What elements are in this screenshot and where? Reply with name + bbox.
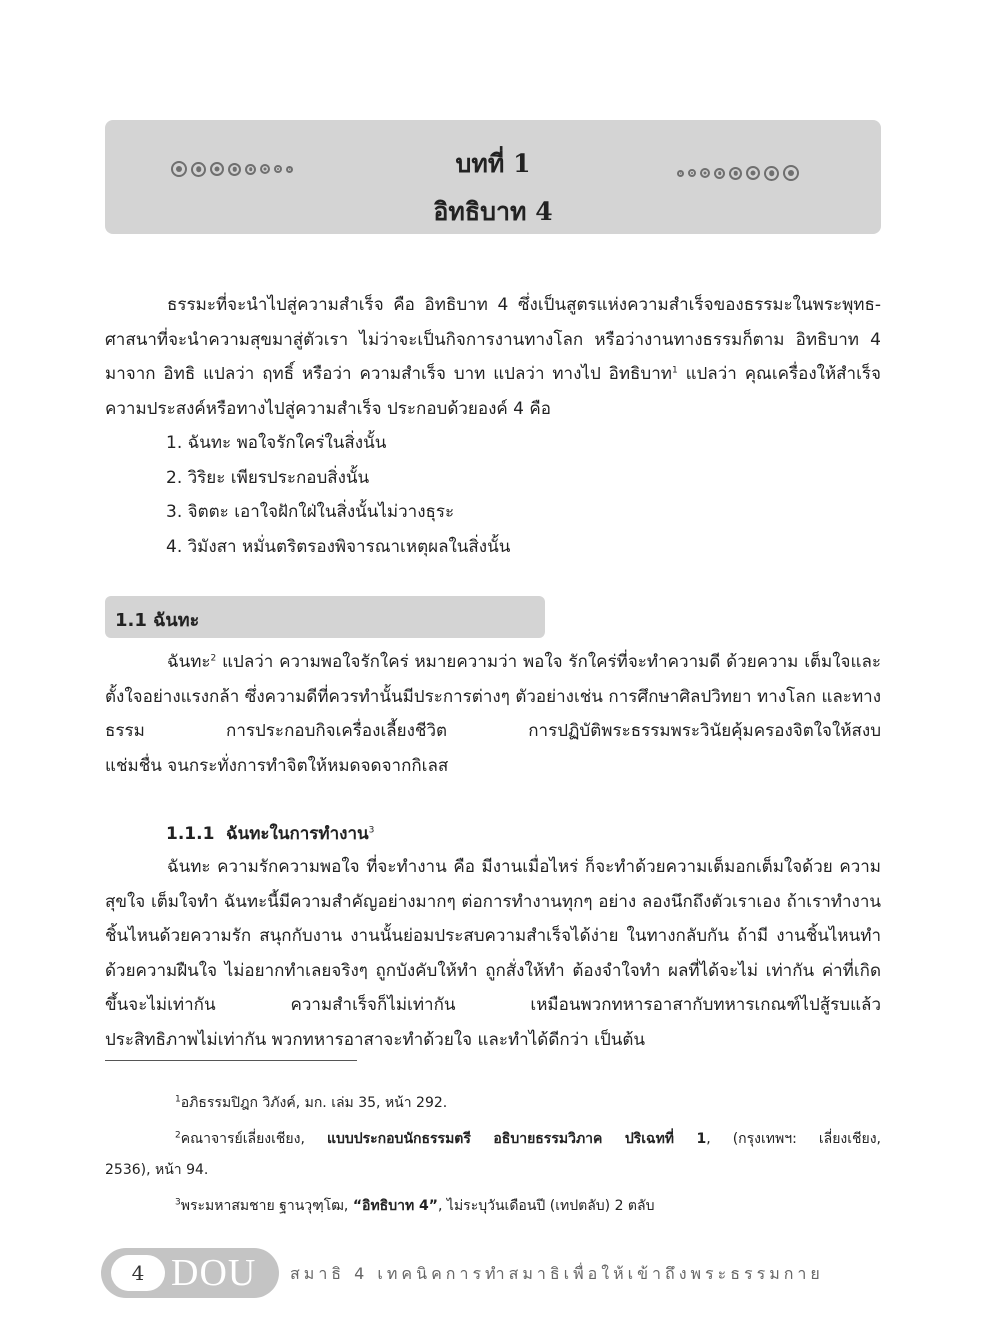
intro-line-3b: แปลว่า คุณเครื่องให้สำเร็จ bbox=[685, 364, 881, 384]
footnote-1-number: 1 bbox=[175, 1094, 181, 1105]
footnote-3-number: 3 bbox=[175, 1197, 181, 1208]
footnote-3 bbox=[105, 1191, 881, 1222]
subsection-heading bbox=[166, 820, 374, 847]
dot-icon bbox=[729, 167, 742, 180]
footer-badge bbox=[101, 1248, 279, 1298]
footnote-ref-1: 1 bbox=[671, 365, 678, 376]
footnote-1-text: อภิธรรมปิฎก วิภังค์, มก. เล่ม 35, หน้า 292. bbox=[180, 1095, 448, 1111]
subsection-number: 1.1.1 bbox=[166, 824, 215, 844]
dot-icon bbox=[783, 165, 799, 181]
list-item: 3. จิตตะ เอาใจฝักใฝ่ในสิ่งนั้นไม่วางธุระ bbox=[166, 502, 455, 522]
footnote-2-title: แบบประกอบนักธรรมตรี อธิบายธรรมวิภาค ปริเฉทที่ 1 bbox=[326, 1131, 707, 1147]
section-1-1-1-paragraph bbox=[105, 850, 881, 1057]
section-1-1-1-line-4: งานชิ้นไหนทำด้วยความฝืนใจ ไม่อยากทำเลยจริงๆ ถูกบังคับให้ทำ ถูกสั่งให้ทำ ต้องจำใจทำ ผลที่ได้จะไม่ bbox=[105, 926, 881, 981]
section-1-1-paragraph bbox=[105, 645, 881, 783]
dot-icon bbox=[746, 166, 760, 180]
section-heading: 1.1 ฉันทะ bbox=[115, 610, 200, 631]
footnote-3-post: , ไม่ระบุวันเดือนปี (เทปตลับ) 2 ตลับ bbox=[438, 1198, 655, 1214]
subsection-title: ฉันทะในการทำงาน bbox=[226, 824, 369, 844]
section-1-1-1-line-3: ถ้าเราทำงานชิ้นไหนด้วยความรัก สนุกกับงาน งานนั้นย่อมประสบความสำเร็จได้ง่าย ในทางกลับกัน ถ้ามี bbox=[105, 891, 881, 946]
footnote-2-number: 2 bbox=[175, 1130, 181, 1141]
section-1-1-line-4: แช่มชื่น จนกระทั่งการทำจิตให้หมดจดจากกิเลส bbox=[105, 755, 449, 776]
footnote-3-title: “อิทธิบาท 4” bbox=[352, 1198, 439, 1214]
intro-line-3: มาจาก อิทธิ แปลว่า ฤทธิ์ หรือว่า ความสำเร็จ บาท แปลว่า ทางไป อิทธิบาท bbox=[105, 364, 672, 384]
footnote-divider bbox=[105, 1060, 357, 1061]
footnote-2 bbox=[105, 1124, 881, 1186]
dot-icon bbox=[688, 169, 696, 177]
chapter-title: อิทธิบาท 4 bbox=[433, 197, 553, 226]
section-1-1-1-line-6: ประสิทธิภาพไม่เท่ากัน พวกทหารอาสาจะทำด้วยใจ และทำได้ดีกว่า เป็นต้น bbox=[105, 1029, 646, 1050]
list-item: 4. วิมังสา หมั่นตริตรองพิจารณาเหตุผลในสิ่งนั้น bbox=[166, 536, 511, 557]
dou-logo: DOU bbox=[171, 1252, 257, 1294]
footer-book-title: สมาธิ 4 เทคนิคการทำสมาธิเพื่อให้เข้าถึงพระธรรมกาย bbox=[290, 1264, 824, 1283]
section-1-1-1-line-1: ฉันทะ ความรักความพอใจ ที่จะทำงาน คือ มีงานเมื่อไหร่ ก็จะทำด้วยความเต็มอกเต็มใจด้วย bbox=[167, 857, 833, 877]
section-1-1-line-3: และทางธรรม การประกอบกิจเครื่องเลี้ยงชีวิต การปฏิบัติพระธรรมพระวินัยคุ้มครองจิตใจให้สงบ bbox=[105, 686, 881, 741]
footnote-1 bbox=[105, 1088, 881, 1119]
dot-icon bbox=[764, 166, 779, 181]
section-1-1-line-1: แปลว่า ความพอใจรักใคร่ หมายความว่า พอใจ รักใคร่ที่จะทำความดี ด้วยความ bbox=[222, 652, 799, 672]
footnote-3-pre: พระมหาสมชาย ฐานวุฑฺโฒ, bbox=[180, 1198, 349, 1214]
dot-icon bbox=[700, 168, 710, 178]
decorative-dots-right bbox=[677, 162, 803, 184]
chanda-word: ฉันทะ bbox=[167, 652, 211, 672]
section-1-1-line-2: เต็มใจและตั้งใจอย่างแรงกล้า ซึ่งความดีที่ควรทำนั้นมีประการต่างๆ ตัวอย่างเช่น การศึกษาศิลปวิทยา ทางโลก bbox=[105, 652, 882, 707]
footnote-ref-2: 2 bbox=[210, 653, 217, 664]
footnote-2-pre: คณาจารย์เลี่ยงเชียง, bbox=[180, 1131, 305, 1147]
iddhipada-list bbox=[166, 426, 510, 564]
chapter-label: บทที่ 1 bbox=[455, 149, 531, 178]
footnote-2-line2: 2536), หน้า 94. bbox=[105, 1162, 209, 1178]
footnote-ref-3: 3 bbox=[368, 825, 375, 836]
intro-line-4: ความประสงค์หรือทางไปสู่ความสำเร็จ ประกอบด้วยองค์ 4 คือ bbox=[105, 398, 551, 419]
section-1-1-1-line-5: เท่ากัน ค่าที่เกิดขึ้นจะไม่เท่ากัน ความสำเร็จก็ไม่เท่ากัน เหมือนพวกทหารอาสากับทหารเกณฑ์ไปสู้รบแล้ว bbox=[105, 960, 881, 1015]
section-heading-tab bbox=[105, 596, 545, 638]
list-item: 1. ฉันทะ พอใจรักใคร่ในสิ่งนั้น bbox=[166, 433, 387, 453]
intro-line-2: ศาสนาที่จะนำความสุขมาสู่ตัวเรา ไม่ว่าจะเป็นกิจการงานทางโลก หรือว่างานทางธรรมก็ตาม อิทธิบาท 4 bbox=[105, 329, 881, 350]
chapter-banner bbox=[105, 120, 881, 234]
intro-paragraph bbox=[105, 288, 881, 426]
page-number: 4 bbox=[111, 1255, 165, 1291]
dot-icon bbox=[714, 168, 725, 179]
intro-line-1: ธรรมะที่จะนำไปสู่ความสำเร็จ คือ อิทธิบาท 4 ซึ่งเป็นสูตรแห่งความสำเร็จของธรรมะในพระพุทธ- bbox=[167, 295, 881, 315]
section-1-1-1-line-2: ความสุขใจ เต็มใจทำ ฉันทะนี้มีความสำคัญอย่างมากๆ ต่อการทำงานทุกๆ อย่าง ลองนึกถึงตัวเราเอง bbox=[105, 857, 882, 912]
list-item: 2. วิริยะ เพียรประกอบสิ่งนั้น bbox=[166, 467, 370, 488]
dot-icon bbox=[677, 170, 684, 177]
footnote-2-post: , (กรุงเทพฯ: เลี่ยงเชียง, bbox=[706, 1131, 882, 1147]
